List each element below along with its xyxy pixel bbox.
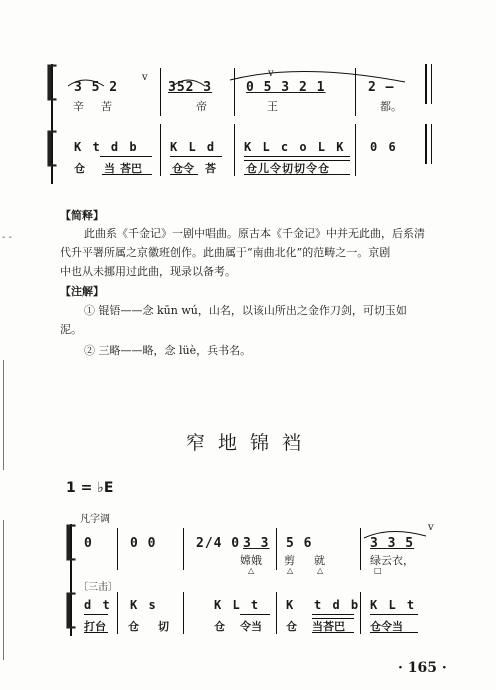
page-number: · 165 · [398,660,447,676]
percussion-measure-3: K L c o L K [244,140,346,154]
percussion-syllable: 仓 [128,620,139,633]
percussion-syllable: 仓 [286,620,297,633]
percussion-syllable: 荅巴 [120,162,142,175]
percussion-measure: K [286,598,296,612]
zhujie-line: ① 锟铻——念 kūn wú，山名，以该山所出之金作刀剑，可切玉如 [84,304,407,317]
melody-measure-4: 2 – [368,80,395,95]
melody-measure: 0 0 [130,536,157,551]
scan-artifact [3,520,4,660]
breath-mark-3: v [428,522,434,533]
mode-label: 凡字调 [80,514,110,525]
melody-measure-3: 0 5 3 2 1 [246,80,326,95]
percussion-measure: K s [130,598,158,612]
melody-measure: 2/4 0 [196,536,241,551]
melody-measure: 3 3 5 [370,536,415,551]
lyric: 辛 [73,100,84,113]
percussion-syllable: 切 [158,620,169,633]
zhujie-heading: 【注解】 [60,285,104,298]
lyric: 嫦娥 [240,554,262,567]
percussion-label: 〔三击〕 [78,582,118,593]
lyric: 帝 [196,100,207,113]
percussion-measure-1: K t d b [74,140,139,154]
melody-measure-2: 352 3 [168,80,213,95]
lower-system-bracket: [ [63,519,79,565]
percussion-measure: d t [84,598,112,612]
percussion-syllable: 令当 [240,620,262,633]
percussion-measure-2: K L d [170,140,217,154]
accent-triangle: □ [374,566,382,575]
percussion-measure-4: 0 6 [370,140,398,154]
lyric: 就 [314,554,325,567]
lyric: 都。 [380,100,402,113]
section-title: 窄地锦裆 [186,432,315,454]
percussion-syllable: 当 [104,162,115,175]
accent-triangle: △ [317,566,324,575]
percussion-syllable: 荅 [205,162,216,175]
upper-percussion-bracket: [ [44,125,60,171]
jianshi-line: 此曲系《千金记》一剧中唱曲。原古本《千金记》中并无此曲，后系清 [84,227,425,240]
breath-mark: v [142,72,148,83]
percussion-syllable: 当荅巴 [312,620,345,633]
lyric: 苦 [101,100,112,113]
percussion-syllable: 仓 [74,162,85,175]
zhujie-line: ② 三略——略，念 lüè，兵书名。 [84,344,252,357]
lyric: 剪 [284,554,295,567]
percussion-syllable: 仓令 [172,162,194,175]
scan-artifact [3,360,4,470]
accent-triangle: △ [248,566,255,575]
percussion-syllable: 仓令当 [370,620,403,633]
percussion-syllable: 仓儿令切切令仓 [246,162,330,175]
jianshi-heading: 【简释】 [60,209,104,222]
percussion-measure: K L t [214,598,261,612]
melody-measure-1: 3 5 2 [74,80,119,95]
melody-measure: 0 [84,536,93,551]
upper-system-bracket: [ [44,59,60,105]
key-signature: 1 = ♭E [66,480,114,496]
melody-measure: 5 6 [286,536,313,551]
jianshi-line: 代升平署所属之京徽班创作。此曲属于“南曲北化”的范畴之一。京剧 [60,246,391,259]
percussion-measure: K L t [370,598,417,612]
percussion-syllable: 仓 [214,620,225,633]
lyric: 绿云衣， [370,554,414,567]
melody-measure: 3 3 [243,536,270,551]
jianshi-line: 中也从未挪用过此曲，现录以备考。 [60,265,236,278]
lyric: 王 [267,100,278,113]
breath-mark-2: v [268,68,274,79]
lower-percussion-bracket: [ [63,587,79,633]
percussion-measure: t d b [314,598,361,612]
scan-artifact: - - [2,232,12,243]
percussion-syllable: 打台 [84,620,106,633]
zhujie-line: 泥。 [60,323,82,336]
accent-triangle: △ [287,566,294,575]
